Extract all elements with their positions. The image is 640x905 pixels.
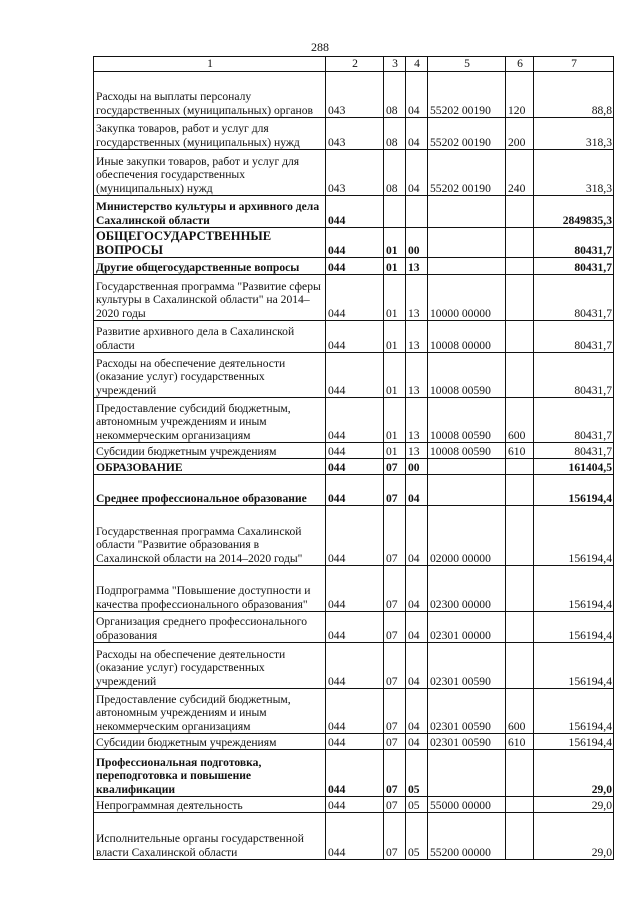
expense-type-cell [506, 459, 534, 475]
target-article-cell: 55202 00190 [428, 118, 506, 150]
amount-cell: 80431,7 [534, 258, 614, 275]
row-name-cell: Другие общегосударственные вопросы [94, 258, 326, 275]
target-article-cell: 55000 00000 [428, 797, 506, 813]
row-name-cell: Предоставление субсидий бюджетным, автономным учреждениям и иным некоммерческим организациям [94, 689, 326, 734]
expense-type-cell [506, 353, 534, 398]
target-article-cell: 10008 00590 [428, 398, 506, 443]
amount-cell: 80431,7 [534, 398, 614, 443]
expense-type-cell [506, 275, 534, 321]
table-row [94, 228, 614, 258]
row-name-cell: ОБРАЗОВАНИЕ [94, 459, 326, 475]
subsection-cell: 05 [406, 797, 428, 813]
ministry-code-cell: 044 [326, 643, 384, 689]
amount-cell: 80431,7 [534, 275, 614, 321]
row-name-cell: Субсидии бюджетным учреждениям [94, 734, 326, 750]
row-name-cell: Исполнительные органы государственной власти Сахалинской области [94, 813, 326, 860]
table-row [94, 566, 614, 612]
section-cell: 07 [384, 506, 406, 566]
expense-type-cell [506, 475, 534, 506]
table-row [94, 398, 614, 443]
target-article-cell: 02301 00590 [428, 689, 506, 734]
table-row [94, 643, 614, 689]
ministry-code-cell: 044 [326, 734, 384, 750]
target-article-cell [428, 475, 506, 506]
amount-cell: 156194,4 [534, 734, 614, 750]
section-cell: 08 [384, 118, 406, 150]
subsection-cell: 05 [406, 750, 428, 797]
ministry-code-cell: 044 [326, 797, 384, 813]
target-article-cell: 02000 00000 [428, 506, 506, 566]
target-article-cell [428, 258, 506, 275]
section-cell: 07 [384, 689, 406, 734]
row-name-cell: Подпрограмма "Повышение доступности и качества профессионального образования" [94, 566, 326, 612]
section-cell: 07 [384, 643, 406, 689]
table-header-row [94, 57, 614, 72]
section-cell: 07 [384, 734, 406, 750]
section-cell: 07 [384, 813, 406, 860]
subsection-cell: 00 [406, 228, 428, 258]
budget-table [93, 56, 614, 860]
row-name-cell: Расходы на обеспечение деятельности (оказание услуг) государственных учреждений [94, 643, 326, 689]
ministry-code-cell: 044 [326, 321, 384, 353]
expense-type-cell [506, 813, 534, 860]
expense-type-cell: 610 [506, 443, 534, 459]
amount-cell: 156194,4 [534, 643, 614, 689]
table-row [94, 118, 614, 150]
amount-cell: 156194,4 [534, 689, 614, 734]
target-article-cell: 55202 00190 [428, 150, 506, 196]
expense-type-cell: 240 [506, 150, 534, 196]
ministry-code-cell: 044 [326, 459, 384, 475]
section-cell: 01 [384, 353, 406, 398]
expense-type-cell [506, 321, 534, 353]
target-article-cell: 55202 00190 [428, 72, 506, 118]
column-header: 3 [384, 57, 406, 72]
expense-type-cell [506, 196, 534, 228]
subsection-cell: 04 [406, 566, 428, 612]
subsection-cell [406, 196, 428, 228]
ministry-code-cell: 043 [326, 150, 384, 196]
ministry-code-cell: 044 [326, 475, 384, 506]
column-header: 7 [534, 57, 614, 72]
subsection-cell: 13 [406, 443, 428, 459]
expense-type-cell [506, 643, 534, 689]
amount-cell: 318,3 [534, 150, 614, 196]
target-article-cell: 10008 00590 [428, 353, 506, 398]
ministry-code-cell: 044 [326, 228, 384, 258]
table-row [94, 797, 614, 813]
subsection-cell: 05 [406, 813, 428, 860]
section-cell: 01 [384, 321, 406, 353]
section-cell: 07 [384, 566, 406, 612]
ministry-code-cell: 044 [326, 353, 384, 398]
table-row [94, 734, 614, 750]
expense-type-cell [506, 258, 534, 275]
expense-type-cell [506, 750, 534, 797]
table-row [94, 275, 614, 321]
table-row [94, 150, 614, 196]
subsection-cell: 04 [406, 612, 428, 643]
expense-type-cell: 600 [506, 398, 534, 443]
table-row [94, 196, 614, 228]
table-row [94, 475, 614, 506]
amount-cell: 156194,4 [534, 612, 614, 643]
expense-type-cell [506, 566, 534, 612]
table-row [94, 321, 614, 353]
subsection-cell: 04 [406, 643, 428, 689]
section-cell: 07 [384, 797, 406, 813]
amount-cell: 156194,4 [534, 506, 614, 566]
section-cell: 08 [384, 72, 406, 118]
section-cell: 01 [384, 275, 406, 321]
table-row [94, 258, 614, 275]
row-name-cell: Среднее профессиональное образование [94, 475, 326, 506]
amount-cell: 29,0 [534, 797, 614, 813]
expense-type-cell: 600 [506, 689, 534, 734]
ministry-code-cell: 044 [326, 750, 384, 797]
table-row [94, 506, 614, 566]
page-number: 288 [311, 40, 329, 54]
ministry-code-cell: 044 [326, 258, 384, 275]
subsection-cell: 04 [406, 689, 428, 734]
ministry-code-cell: 044 [326, 443, 384, 459]
row-name-cell: Развитие архивного дела в Сахалинской области [94, 321, 326, 353]
row-name-cell: Государственная программа Сахалинской области "Развитие образования в Сахалинской области на 2014–2020 годы" [94, 506, 326, 566]
row-name-cell: Закупка товаров, работ и услуг для государственных (муниципальных) нужд [94, 118, 326, 150]
ministry-code-cell: 044 [326, 566, 384, 612]
section-cell: 07 [384, 612, 406, 643]
section-cell: 01 [384, 228, 406, 258]
row-name-cell: Непрограммная деятельность [94, 797, 326, 813]
expense-type-cell [506, 506, 534, 566]
amount-cell: 88,8 [534, 72, 614, 118]
section-cell: 07 [384, 459, 406, 475]
section-cell: 01 [384, 258, 406, 275]
ministry-code-cell: 044 [326, 689, 384, 734]
ministry-code-cell: 044 [326, 612, 384, 643]
column-header: 1 [94, 57, 326, 72]
ministry-code-cell: 043 [326, 72, 384, 118]
expense-type-cell: 610 [506, 734, 534, 750]
column-header: 2 [326, 57, 384, 72]
expense-type-cell [506, 612, 534, 643]
subsection-cell: 04 [406, 150, 428, 196]
amount-cell: 318,3 [534, 118, 614, 150]
expense-type-cell: 200 [506, 118, 534, 150]
ministry-code-cell: 043 [326, 118, 384, 150]
target-article-cell [428, 228, 506, 258]
column-header: 6 [506, 57, 534, 72]
target-article-cell: 02301 00590 [428, 643, 506, 689]
subsection-cell: 13 [406, 321, 428, 353]
table-row [94, 612, 614, 643]
expense-type-cell: 120 [506, 72, 534, 118]
subsection-cell: 04 [406, 72, 428, 118]
row-name-cell: ОБЩЕГОСУДАРСТВЕННЫЕ ВОПРОСЫ [94, 228, 326, 258]
section-cell: 07 [384, 750, 406, 797]
target-article-cell: 02301 00000 [428, 612, 506, 643]
subsection-cell: 00 [406, 459, 428, 475]
subsection-cell: 04 [406, 506, 428, 566]
subsection-cell: 13 [406, 258, 428, 275]
table-row [94, 353, 614, 398]
amount-cell: 29,0 [534, 750, 614, 797]
ministry-code-cell: 044 [326, 813, 384, 860]
amount-cell: 156194,4 [534, 566, 614, 612]
amount-cell: 80431,7 [534, 353, 614, 398]
table-row [94, 459, 614, 475]
subsection-cell: 13 [406, 275, 428, 321]
row-name-cell: Субсидии бюджетным учреждениям [94, 443, 326, 459]
subsection-cell: 13 [406, 353, 428, 398]
table-row [94, 813, 614, 860]
section-cell: 08 [384, 150, 406, 196]
row-name-cell: Профессиональная подготовка, переподготовка и повышение квалификации [94, 750, 326, 797]
row-name-cell: Министерство культуры и архивного дела Сахалинской области [94, 196, 326, 228]
row-name-cell: Государственная программа "Развитие сферы культуры в Сахалинской области" на 2014–2020 годы [94, 275, 326, 321]
amount-cell: 156194,4 [534, 475, 614, 506]
target-article-cell: 02300 00000 [428, 566, 506, 612]
amount-cell: 80431,7 [534, 321, 614, 353]
target-article-cell: 10008 00000 [428, 321, 506, 353]
table-row [94, 72, 614, 118]
row-name-cell: Организация среднего профессионального образования [94, 612, 326, 643]
amount-cell: 161404,5 [534, 459, 614, 475]
ministry-code-cell: 044 [326, 196, 384, 228]
amount-cell: 29,0 [534, 813, 614, 860]
table-row [94, 443, 614, 459]
subsection-cell: 13 [406, 398, 428, 443]
expense-type-cell [506, 228, 534, 258]
row-name-cell: Расходы на обеспечение деятельности (оказание услуг) государственных учреждений [94, 353, 326, 398]
section-cell [384, 196, 406, 228]
subsection-cell: 04 [406, 475, 428, 506]
expense-type-cell [506, 797, 534, 813]
amount-cell: 80431,7 [534, 443, 614, 459]
row-name-cell: Иные закупки товаров, работ и услуг для обеспечения государственных (муниципальных) нужд [94, 150, 326, 196]
target-article-cell [428, 459, 506, 475]
target-article-cell: 02301 00590 [428, 734, 506, 750]
amount-cell: 80431,7 [534, 228, 614, 258]
row-name-cell: Расходы на выплаты персоналу государственных (муниципальных) органов [94, 72, 326, 118]
table-row [94, 750, 614, 797]
target-article-cell: 10008 00590 [428, 443, 506, 459]
target-article-cell [428, 750, 506, 797]
table-body [94, 72, 614, 860]
section-cell: 01 [384, 398, 406, 443]
amount-cell: 2849835,3 [534, 196, 614, 228]
column-header: 4 [406, 57, 428, 72]
table-row [94, 689, 614, 734]
target-article-cell [428, 196, 506, 228]
ministry-code-cell: 044 [326, 506, 384, 566]
section-cell: 01 [384, 443, 406, 459]
section-cell: 07 [384, 475, 406, 506]
column-header: 5 [428, 57, 506, 72]
target-article-cell: 10000 00000 [428, 275, 506, 321]
subsection-cell: 04 [406, 118, 428, 150]
row-name-cell: Предоставление субсидий бюджетным, автономным учреждениям и иным некоммерческим организациям [94, 398, 326, 443]
target-article-cell: 55200 00000 [428, 813, 506, 860]
ministry-code-cell: 044 [326, 275, 384, 321]
ministry-code-cell: 044 [326, 398, 384, 443]
subsection-cell: 04 [406, 734, 428, 750]
